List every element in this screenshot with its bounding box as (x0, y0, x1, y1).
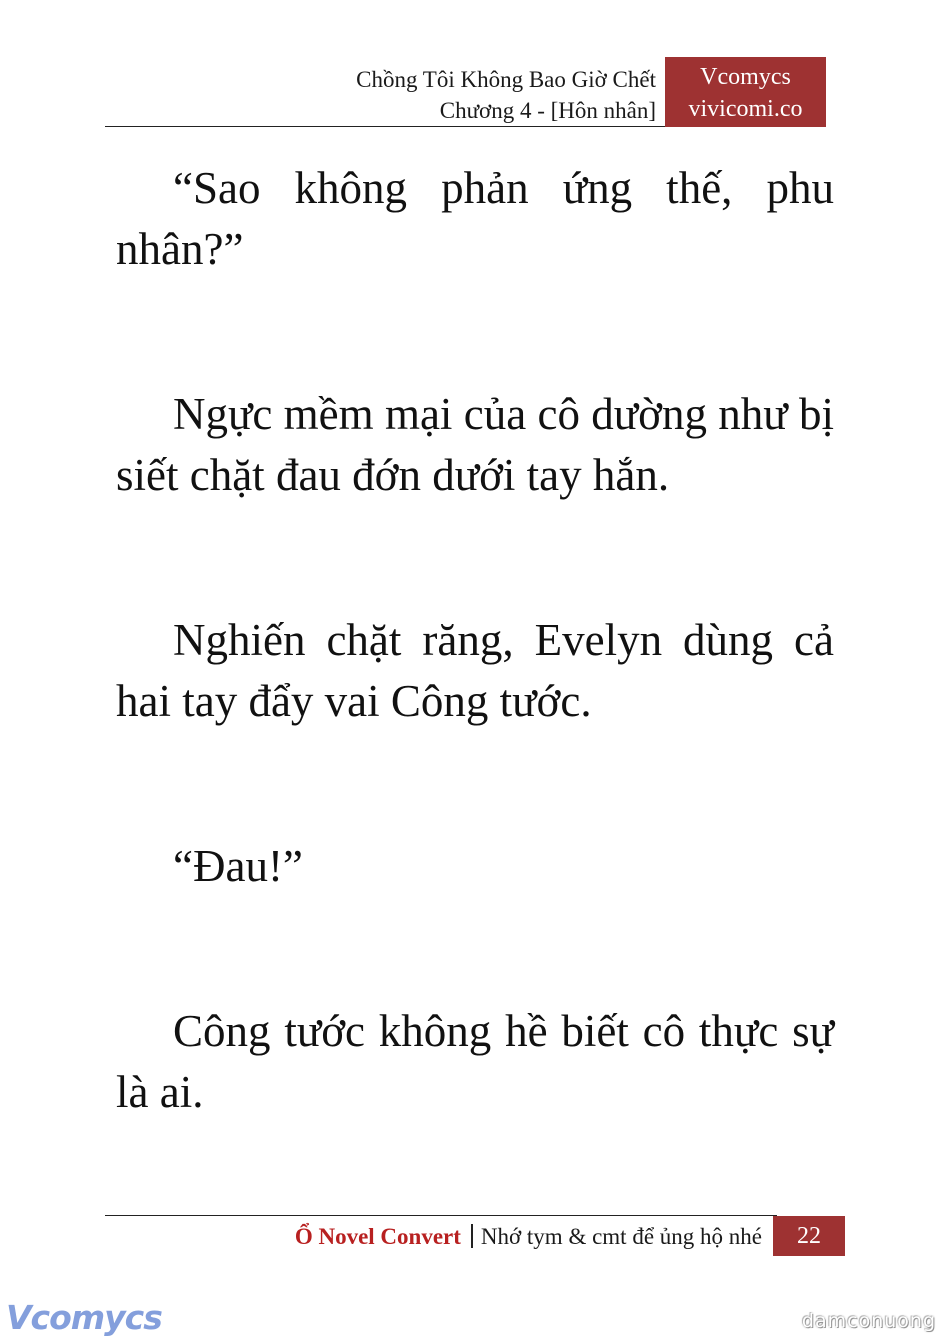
watermark-logo-left: Vcomycs (6, 1298, 162, 1337)
book-title: Chồng Tôi Không Bao Giờ Chết (356, 67, 656, 92)
footer-brand: Ổ Novel Convert (294, 1224, 461, 1249)
paragraph: Ngực mềm mại của cô dường như bị siết chặt đau đớn dưới tay hắn. (116, 389, 834, 500)
brand-domain: vivicomi.co (688, 96, 803, 122)
paragraph: Nghiến chặt răng, Evelyn dùng cả hai tay đẩy vai Công tước. (116, 615, 834, 726)
footer-separator (471, 1224, 473, 1248)
running-header (356, 64, 656, 126)
footer-divider (105, 1215, 777, 1216)
running-footer (295, 1222, 762, 1252)
paragraph: Công tước không hề biết cô thực sự là ai. (116, 1006, 834, 1117)
brand-box (665, 57, 826, 127)
brand-name: Vcomycs (700, 64, 791, 90)
footer-note: Nhớ tym & cmt để ủng hộ nhé (480, 1224, 762, 1249)
chapter-title: Chương 4 - [Hôn nhân] (439, 98, 656, 123)
chapter-body (116, 158, 834, 1227)
page-number: 22 (773, 1216, 845, 1256)
paragraph: “Đau!” (173, 841, 303, 891)
paragraph: “Sao không phản ứng thế, phu nhân?” (116, 163, 834, 274)
watermark-right: damconuong (801, 1310, 936, 1332)
header-divider (105, 126, 665, 127)
